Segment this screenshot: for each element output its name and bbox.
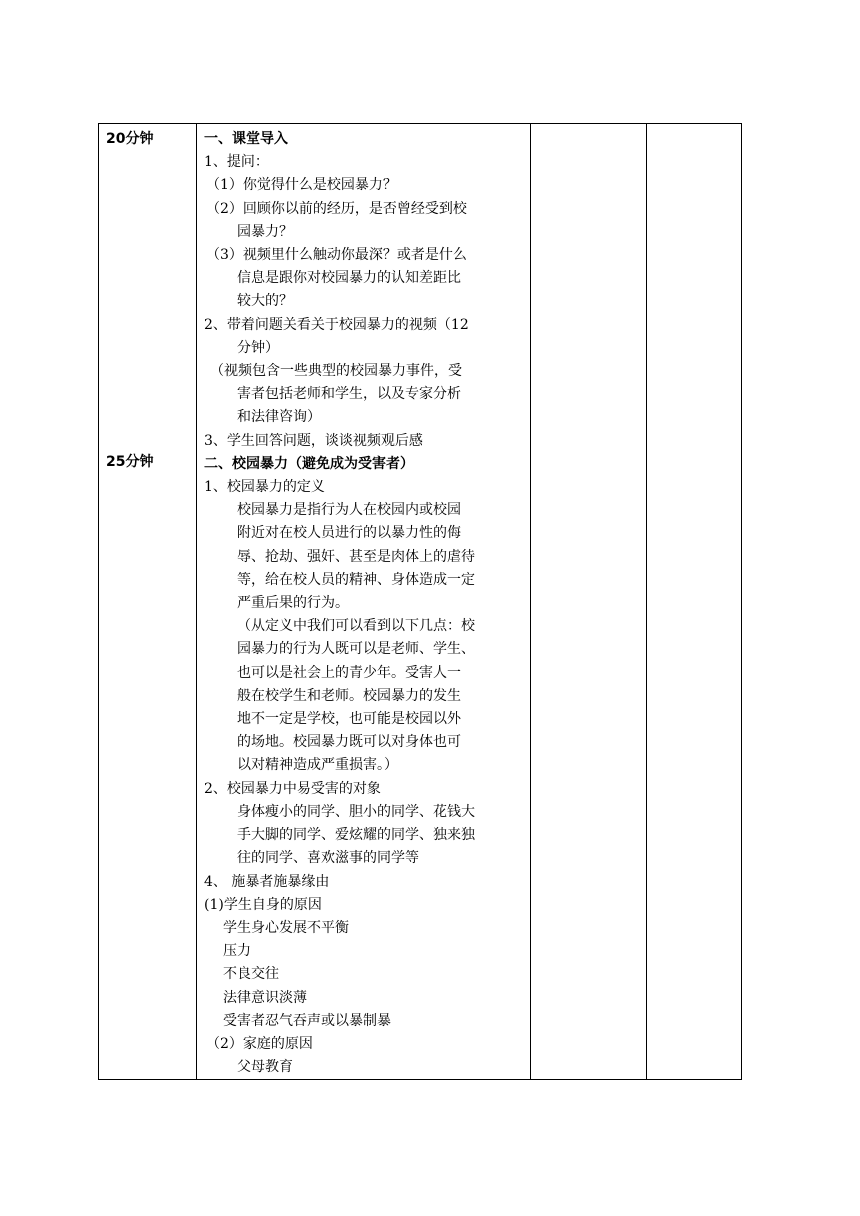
text-line: 校园暴力是指行为人在校园内或校园	[237, 502, 461, 519]
empty-column-3	[531, 124, 647, 1080]
time-label-25: 25分钟	[106, 454, 154, 470]
text-line: 害者包括老师和学生，以及专家分析	[237, 386, 461, 403]
text-line: 身体瘦小的同学、胆小的同学、花钱大	[237, 803, 475, 820]
text-line: （2）回顾你以前的经历，是否曾经受到校	[206, 200, 467, 217]
text-line: 父母教育	[237, 1059, 293, 1076]
text-line: 1、校园暴力的定义	[204, 479, 325, 496]
text-line: 等，给在校人员的精神、身体造成一定	[237, 571, 475, 588]
text-line: 较大的？	[237, 293, 293, 310]
time-column	[99, 124, 197, 1080]
section-title-intro: 一、课堂导入	[204, 131, 288, 147]
text-line: 园暴力的行为人既可以是老师、学生、	[237, 641, 475, 658]
text-line: 园暴力？	[237, 223, 293, 240]
text-line: 不良交往	[223, 966, 279, 983]
text-line: 的场地。校园暴力既可以对身体也可	[237, 734, 461, 751]
text-line: 也可以是社会上的青少年。受害人一	[237, 664, 461, 681]
text-line: （2）家庭的原因	[206, 1035, 313, 1052]
table-row	[99, 124, 742, 1080]
text-line: 以对精神造成严重损害。）	[237, 757, 398, 774]
text-line: 手大脚的同学、爱炫耀的同学、独来独	[237, 827, 475, 844]
text-line: 3、学生回答问题，谈谈视频观后感	[204, 432, 423, 449]
text-line: (1)学生自身的原因	[204, 896, 322, 913]
text-line: 法律意识淡薄	[223, 989, 307, 1006]
text-line: 1、提问：	[204, 154, 269, 171]
text-line: 学生身心发展不平衡	[223, 919, 349, 936]
text-line: 严重后果的行为。	[237, 595, 349, 612]
text-line: 2、带着问题关看关于校园暴力的视频（12	[204, 316, 469, 333]
text-line: （1）你觉得什么是校园暴力？	[206, 177, 397, 194]
text-line: 4、 施暴者施暴缘由	[204, 873, 330, 890]
time-label-20: 20分钟	[106, 131, 154, 147]
text-line: 往的同学、喜欢滋事的同学等	[237, 850, 419, 867]
lesson-plan-table	[98, 123, 742, 1080]
text-line: 附近对在校人员进行的以暴力性的侮	[237, 525, 461, 542]
text-line: 2、校园暴力中易受害的对象	[204, 780, 381, 797]
text-line: 和法律咨询）	[237, 409, 321, 426]
text-line: 受害者忍气吞声或以暴制暴	[223, 1012, 391, 1029]
text-line: 信息是跟你对校园暴力的认知差距比	[237, 270, 461, 287]
section-title-violence: 二、校园暴力（避免成为受害者）	[204, 455, 414, 472]
empty-column-4	[647, 124, 742, 1080]
text-line: （3）视频里什么触动你最深？或者是什么	[206, 247, 467, 264]
text-line: （从定义中我们可以看到以下几点：校	[237, 618, 475, 635]
text-line: 分钟）	[237, 339, 279, 356]
content-column	[197, 124, 531, 1080]
text-line: （视频包含一些典型的校园暴力事件，受	[210, 363, 462, 380]
text-line: 地不一定是学校，也可能是校园以外	[237, 711, 461, 728]
text-line: 辱、抢劫、强奸、甚至是肉体上的虐待	[237, 548, 475, 565]
text-line: 压力	[223, 943, 251, 960]
text-line: 般在校学生和老师。校园暴力的发生	[237, 687, 461, 704]
